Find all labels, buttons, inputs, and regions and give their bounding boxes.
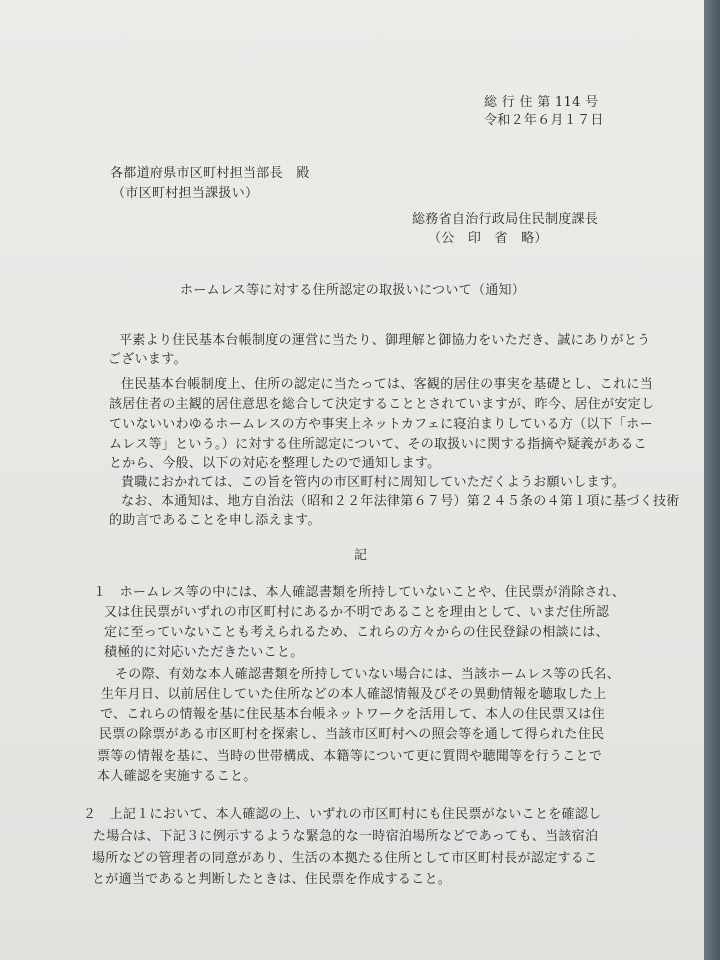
item-2-line: た場合は、下記３に例示するような緊急的な一時宿泊場所などであっても、当該宿泊 [93, 829, 599, 844]
intro-line: なお、本通知は、地方自治法（昭和２２年法律第６７号）第２４５条の４第１項に基づく技術 [121, 494, 680, 509]
intro-line: 貴職におかれては、この旨を管内の市区町村に周知していただくようお願いします。 [121, 475, 626, 490]
doc-date: 令和２年６月１７日 [484, 113, 604, 128]
intro-line: ムレス等」という。）に対する住所認定について、その取扱いに関する指摘や疑義があるこ [109, 437, 647, 452]
item-1-line: 又は住民票がいずれの市区町村にあるか不明であることを理由として、いまだ住所認 [104, 605, 610, 620]
item-2-line: とが適当であると判断したときは、住民票を作成すること。 [92, 872, 452, 887]
item-2-line: ２ 上記１において、本人確認の上、いずれの市区町村にも住民票がないことを確認し [83, 807, 602, 822]
item-1-line: その際、有効な本人確認書類を所持していない場合には、当該ホームレス等の氏名、 [115, 667, 621, 682]
document-title: ホームレス等に対する住所認定の取扱いについて（通知） [180, 283, 526, 298]
sender: 総務省自治行政局住民制度課長 [412, 212, 599, 227]
item-1-line: 生年月日、以前居住していた住所などの本人確認情報及びその異動情報を聴取した上 [101, 687, 607, 702]
background-edge [704, 0, 720, 960]
item-2-line: 場所などの管理者の同意があり、生活の本拠たる住所として市区町村長が認定するこ [92, 851, 598, 866]
item-1-line: 積極的に対応いただきたいこと。 [104, 645, 304, 660]
item-1-line: 票等の情報を基に、当時の世帯構成、本籍等について更に質問や聴聞等を行うことで [97, 749, 603, 764]
intro-line: 住民基本台帳制度上、住所の認定に当たっては、客観的居住の事実を基礎とし、これに当 [121, 377, 654, 392]
recipient: 各都道府県市区町村担当部長 殿 [110, 166, 310, 181]
recipient-note: （市区町村担当課扱い） [112, 186, 259, 201]
seal-note: （公 印 省 略） [428, 231, 548, 246]
intro-line: とから、今般、以下の対応を整理したので通知します。 [109, 456, 441, 471]
intro-line: ていないいわゆるホームレスの方や事実上ネットカフェに寝泊まりしている方（以下「ホー [109, 417, 653, 432]
item-1-line: で、これらの情報を基に住民基本台帳ネットワークを活用して、本人の住民票又は住 [100, 707, 605, 722]
intro-line: 該居住者の主観的居住意思を総合して決定することとされていますが、昨今、居住が安定し [109, 397, 655, 412]
intro-line: ございます。 [108, 352, 187, 367]
item-1-line: 定に至っていないことも考えられるため、これらの方々からの住民登録の相談には、 [104, 625, 609, 640]
intro-line: 平素より住民基本台帳制度の運営に当たり、御理解と御協力をいただき、誠にありがとう [119, 333, 651, 348]
intro-line: 的助言であることを申し添えます。 [109, 513, 321, 528]
doc-number: 総 行 住 第 114 号 [484, 95, 599, 110]
item-1-line: １ ホームレス等の中には、本人確認書類を所持していないことや、住民票が消除され、 [93, 585, 626, 600]
item-1-line: 民票の除票がある市区町村を探索し、当該市区町村への照会等を通して得られた住民 [99, 727, 605, 742]
item-1-line: 本人確認を実施すること。 [97, 769, 257, 784]
ki-heading: 記 [354, 548, 368, 563]
